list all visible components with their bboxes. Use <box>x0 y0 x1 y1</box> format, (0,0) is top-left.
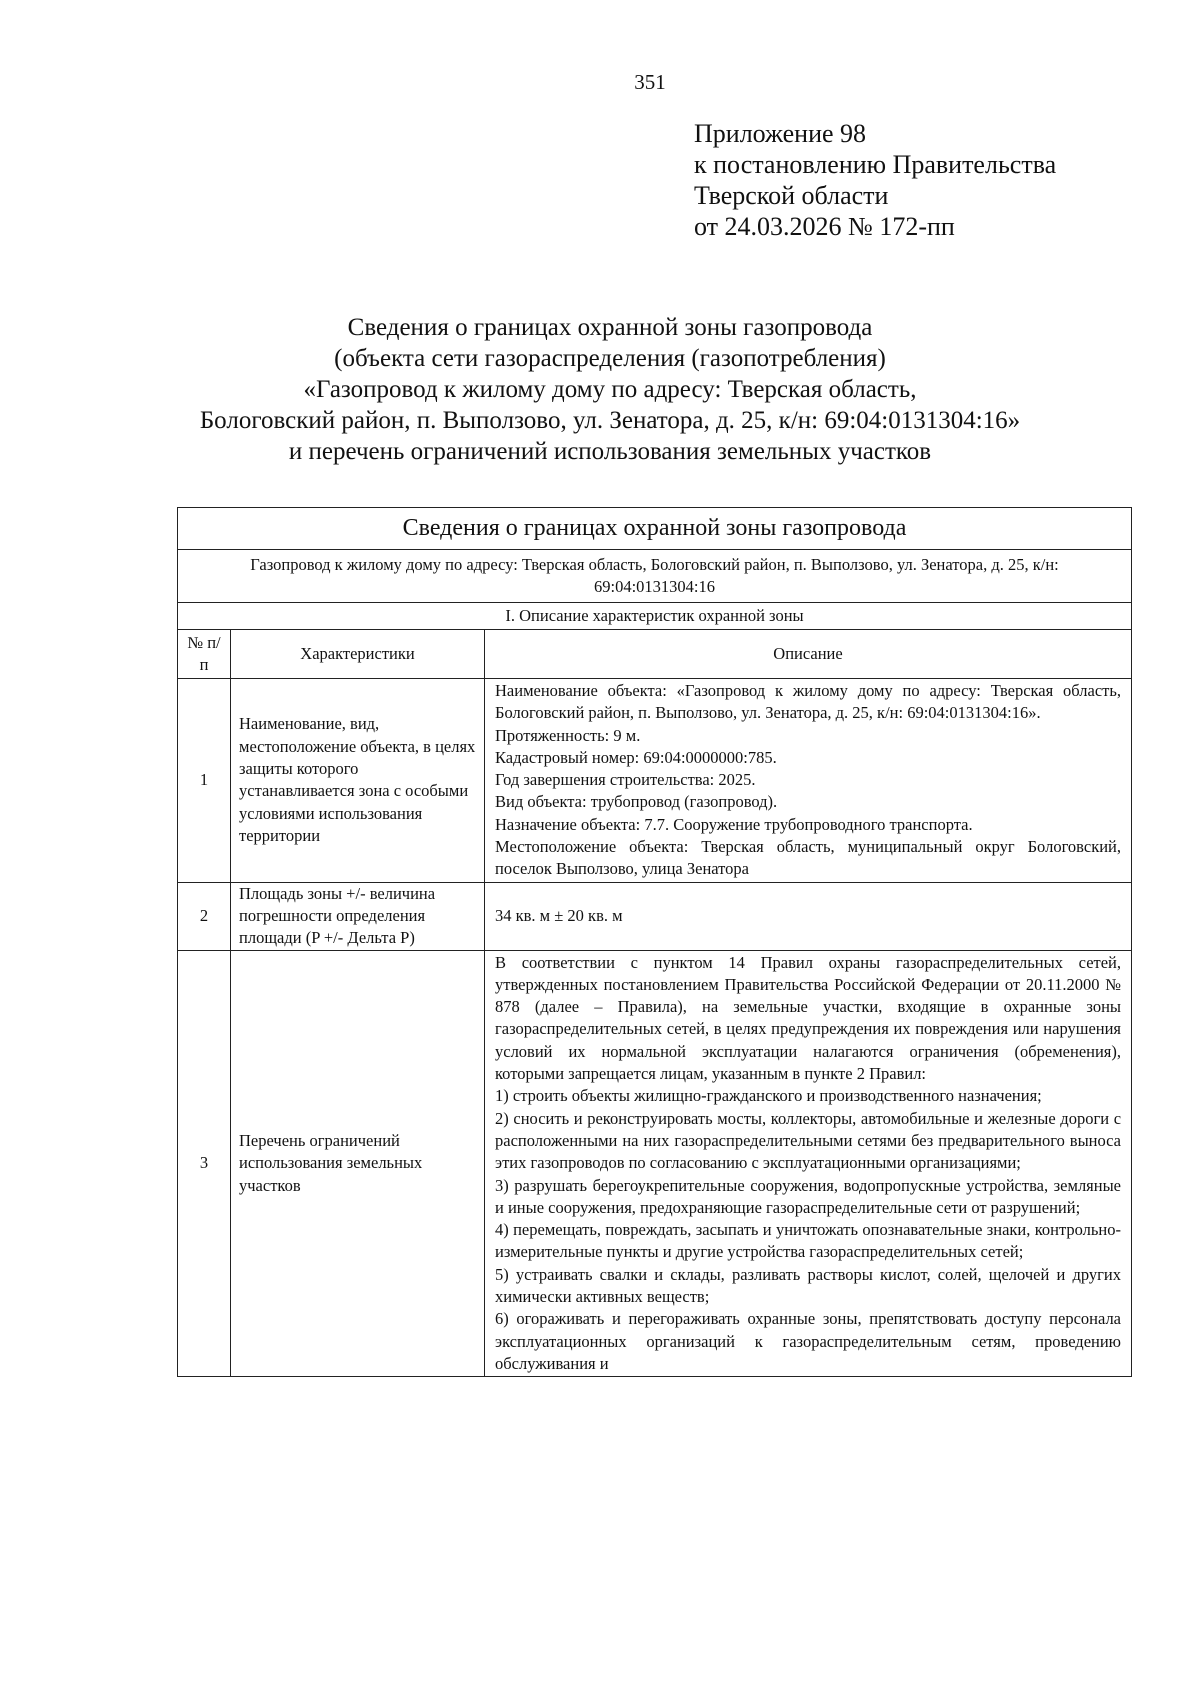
table-row <box>178 950 1132 1377</box>
restriction-item: 1) строить объекты жилищно-гражданского и производственного назначения; <box>495 1086 1042 1106</box>
zone-table <box>177 507 1132 1377</box>
document-title <box>150 312 1070 467</box>
appendix-line: к постановлению Правительства <box>694 150 1057 179</box>
row-number: 3 <box>178 950 231 1377</box>
title-line: Бологовский район, п. Выползово, ул. Зенатора, д. 25, к/н: 69:04:0131304:16» <box>199 407 1021 434</box>
page-number: 351 <box>634 70 666 94</box>
table-header-row <box>178 630 1132 679</box>
table-heading: Сведения о границах охранной зоны газопровода <box>178 508 1132 550</box>
table-subheading: Газопровод к жилому дому по адресу: Тверская область, Бологовский район, п. Выползово, ул. Зенатора, д. 25, к/н: 69:04:0131304:16 <box>178 550 1132 603</box>
row-description <box>485 679 1132 883</box>
title-line: (объекта сети газораспределения (газопотребления) <box>334 345 886 372</box>
row-characteristic: Наименование, вид, местоположение объекта, в целях защиты которого устанавливается зона с особыми условиями использования территории <box>231 679 485 883</box>
restriction-item: 6) огораживать и перегораживать охранные зоны, препятствовать доступу персонала эксплуатационных организаций к газораспределительным сетям, проведению обслуживания и <box>495 1309 1122 1373</box>
object-purpose: Назначение объекта: 7.7. Сооружение трубопроводного транспорта. <box>495 814 973 834</box>
restriction-item: 5) устраивать свалки и склады, разливать растворы кислот, солей, щелочей и других химически активных веществ; <box>495 1264 1122 1307</box>
table-row <box>178 679 1132 883</box>
object-construction-year: Год завершения строительства: 2025. <box>495 770 756 790</box>
table-section-row <box>178 603 1132 630</box>
table-row <box>178 882 1132 950</box>
object-type: Вид объекта: трубопровод (газопровод). <box>495 792 778 812</box>
row-description <box>485 950 1132 1377</box>
appendix-block <box>694 118 1056 242</box>
column-header-description: Описание <box>485 630 1132 679</box>
title-line: Сведения о границах охранной зоны газопровода <box>347 314 873 341</box>
appendix-line: Приложение 98 <box>694 119 867 148</box>
row-number: 2 <box>178 882 231 950</box>
appendix-line: от 24.03.2026 № 172-пп <box>694 212 955 241</box>
column-header-num: № п/п <box>178 630 231 679</box>
title-line: и перечень ограничений использования земельных участков <box>288 438 932 465</box>
table-heading-row <box>178 508 1132 550</box>
object-name: Наименование объекта: «Газопровод к жилому дому по адресу: Тверская область, Бологовский район, п. Выползово, ул. Зенатора, д. 25, к/н: 69:04:0131304:16». <box>495 681 1122 723</box>
table-subheading-row <box>178 550 1132 603</box>
object-location: Местоположение объекта: Тверская область, муниципальный округ Бологовский, поселок Выползово, улица Зенатора <box>495 837 1122 879</box>
column-header-characteristics: Характеристики <box>231 630 485 679</box>
row-number: 1 <box>178 679 231 883</box>
row-description: 34 кв. м ± 20 кв. м <box>485 882 1132 950</box>
restrictions-intro: В соответствии с пунктом 14 Правил охраны газораспределительных сетей, утвержденных постановлением Правительства Российской Федерации от 20.11.2000 № 878 (далее – Правила), на земельные участки, входящие в охранные зоны газораспределительных сетей, в целях предупреждения их повреждения или нарушения условий их нормальной эксплуатации налагаются ограничения (обременения), которыми запрещается лицам, указанным в пункте 2 Правил: <box>495 952 1122 1084</box>
table-section-title: I. Описание характеристик охранной зоны <box>178 603 1132 630</box>
restriction-item: 2) сносить и реконструировать мосты, коллекторы, автомобильные и железные дороги с расположенными на них газораспределительными сетями без предварительного выноса этих газопроводов по согласованию с эксплуатационными организациями; <box>495 1108 1122 1173</box>
restriction-item: 4) перемещать, повреждать, засыпать и уничтожать опознавательные знаки, контрольно-измерительные пункты и другие устройства газораспределительных сетей; <box>495 1220 1122 1262</box>
object-length: Протяженность: 9 м. <box>495 725 641 745</box>
row-characteristic: Площадь зоны +/- величина погрешности определения площади (P +/- Дельта P) <box>231 882 485 950</box>
restriction-item: 3) разрушать берегоукрепительные сооружения, водопропускные устройства, земляные и иные сооружения, предохраняющие газораспределительные сети от разрушений; <box>495 1175 1122 1217</box>
appendix-line: Тверской области <box>694 181 889 210</box>
row-characteristic: Перечень ограничений использования земельных участков <box>231 950 485 1377</box>
object-cadastral-number: Кадастровый номер: 69:04:0000000:785. <box>495 747 777 767</box>
title-line: «Газопровод к жилому дому по адресу: Тверская область, <box>303 376 917 403</box>
